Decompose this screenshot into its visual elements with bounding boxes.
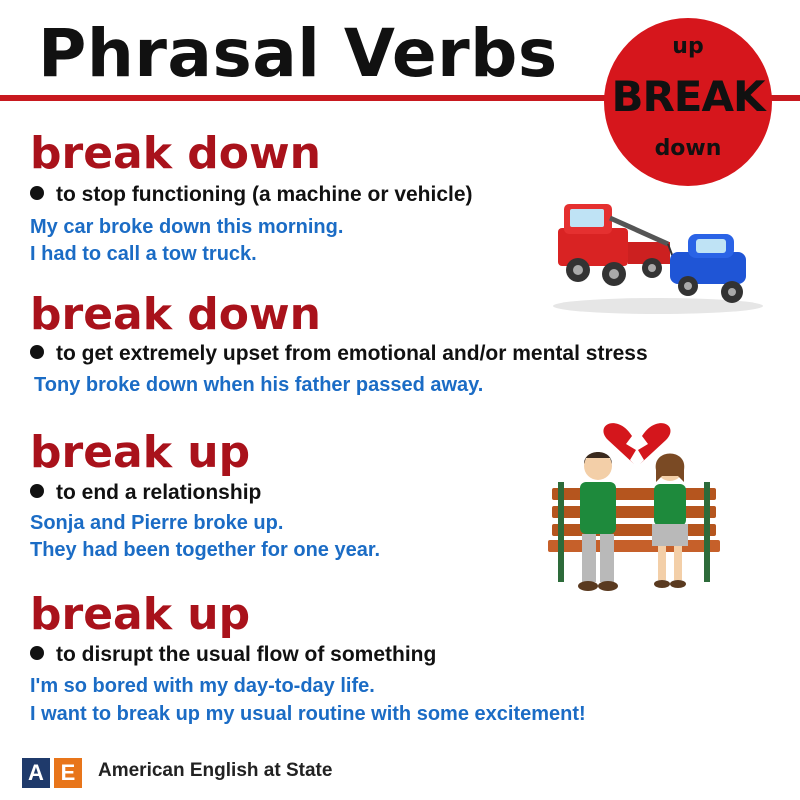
bullet-icon bbox=[30, 646, 44, 660]
entry-3-heading: break up bbox=[30, 427, 251, 478]
entry-4-definition bbox=[30, 642, 436, 668]
logo-e-icon: E bbox=[54, 758, 82, 788]
bullet-icon bbox=[30, 186, 44, 200]
badge-top-label: up bbox=[672, 34, 704, 59]
entry-2-definition bbox=[30, 341, 648, 367]
badge-bottom-label: down bbox=[654, 136, 722, 161]
bullet-icon bbox=[30, 345, 44, 359]
entry-3-example-2: They had been together for one year. bbox=[30, 539, 381, 561]
entry-4-heading: break up bbox=[30, 589, 251, 640]
entry-3-definition bbox=[30, 480, 261, 506]
logo-a-icon: A bbox=[22, 758, 50, 788]
footer-attribution: American English at State bbox=[98, 760, 333, 781]
tow-truck-illustration bbox=[548, 188, 768, 318]
entry-4-example-2: I want to break up my usual routine with some excitement! bbox=[30, 703, 586, 725]
entry-2-heading: break down bbox=[30, 289, 322, 340]
entry-1-example-2: I had to call a tow truck. bbox=[30, 243, 257, 265]
entry-4-definition-text: to disrupt the usual flow of something bbox=[56, 643, 437, 666]
entry-1-definition bbox=[30, 182, 473, 208]
entry-2-definition-text: to get extremely upset from emotional and/or mental stress bbox=[56, 342, 648, 365]
badge-main-label: BREAK bbox=[611, 72, 765, 121]
entry-1-heading: break down bbox=[30, 128, 322, 179]
entry-3-example-1: Sonja and Pierre broke up. bbox=[30, 512, 284, 534]
break-badge bbox=[604, 18, 772, 186]
page-title: Phrasal Verbs bbox=[38, 15, 558, 92]
bullet-icon bbox=[30, 484, 44, 498]
entry-3-definition-text: to end a relationship bbox=[56, 481, 262, 504]
broken-heart-couple-illustration bbox=[548, 420, 724, 604]
entry-4-example-1: I'm so bored with my day-to-day life. bbox=[30, 675, 375, 697]
entry-1-example-1: My car broke down this morning. bbox=[30, 216, 344, 238]
entry-1-definition-text: to stop functioning (a machine or vehicle) bbox=[56, 183, 473, 206]
entry-2-example-1: Tony broke down when his father passed away. bbox=[34, 374, 484, 396]
